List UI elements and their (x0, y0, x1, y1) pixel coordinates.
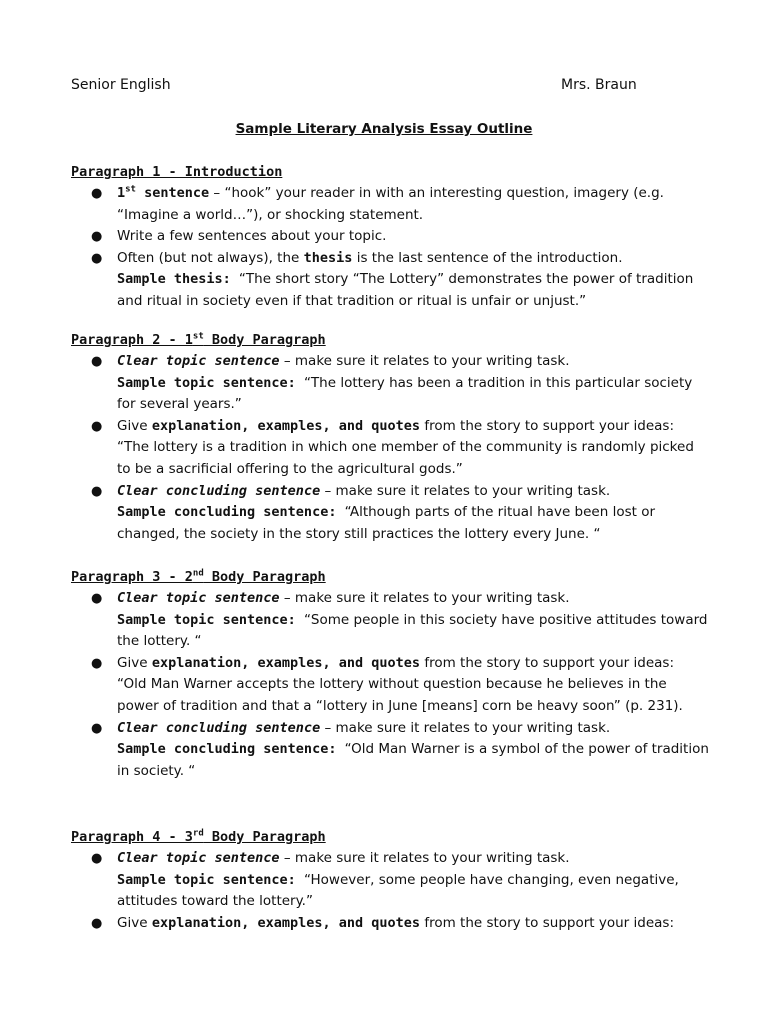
sample-label: Sample thesis: (117, 271, 239, 288)
list-item (71, 718, 711, 783)
bullet-icon: ● (91, 851, 103, 866)
list-item (71, 481, 711, 546)
item-text: is the last sentence of the introduction. (352, 249, 623, 266)
sample-label: Sample concluding sentence: (117, 741, 345, 758)
section-heading: Paragraph 4 - 3rd Body Paragraph (71, 828, 326, 845)
item-text: Give (117, 417, 152, 434)
section-paragraph-3 (71, 567, 711, 782)
example-quote: “Old Man Warner accepts the lottery without question because he believes in the power of tradition and that a “lottery in June [means] corn be heavy soon” (p. 231). (117, 676, 683, 714)
bold-label: Clear topic sentence (117, 850, 280, 866)
section-paragraph-4 (71, 827, 711, 934)
sample-topic-sentence (117, 373, 711, 416)
item-text: – “hook” your reader in with an interesting question, imagery (e.g. “Imagine a world…”), or shocking statement. (117, 185, 664, 223)
sample-text: “The short story “The Lottery” demonstrates the power of tradition and ritual in society even if that tradition or ritual is unfair or unjust.” (117, 271, 694, 309)
bullet-icon: ● (91, 483, 103, 499)
sample-text: “However, some people have changing, even negative, attitudes toward the lottery.” (117, 871, 679, 910)
list-item (71, 226, 711, 248)
sample-thesis (117, 269, 711, 312)
section-heading: Paragraph 1 - Introduction (71, 164, 283, 180)
bullet-list (71, 588, 711, 782)
bullet-list (71, 848, 711, 934)
section-heading: Paragraph 2 - 1st Body Paragraph (71, 331, 326, 348)
list-item (71, 653, 711, 718)
item-text: from the story to support your ideas: (420, 914, 674, 931)
item-text: from the story to support your ideas: (420, 654, 674, 671)
list-item (71, 248, 711, 313)
section-paragraph-2 (71, 330, 711, 545)
sample-text: “Old Man Warner is a symbol of the power of tradition in society. “ (117, 741, 709, 779)
bold-label: Clear concluding sentence (117, 719, 321, 736)
sample-topic-sentence (117, 870, 711, 913)
item-text: Write a few sentences about your topic. (117, 228, 387, 245)
sample-text: “Although parts of the ritual have been lost or changed, the society in the story still practices the lottery every June. “ (117, 504, 656, 542)
item-text: Give (117, 654, 152, 671)
list-item (71, 351, 711, 416)
item-text: from the story to support your ideas: (420, 417, 674, 434)
sample-label: Sample concluding sentence: (117, 504, 345, 521)
teacher-name: Mrs. Braun (561, 77, 637, 93)
bold-term: explanation, examples, and quotes (151, 654, 421, 671)
bullet-icon: ● (91, 250, 103, 266)
item-text: – make sure it relates to your writing task. (320, 719, 611, 736)
list-item (71, 848, 711, 913)
example-quote: “The lottery is a tradition in which one member of the community is randomly picked to be a sacrificial offering to the agricultural gods.” (117, 439, 694, 477)
bold-term: explanation, examples, and quotes (151, 914, 421, 931)
list-item (71, 913, 711, 935)
item-text: – make sure it relates to your writing task. (279, 590, 570, 606)
bullet-icon: ● (91, 655, 103, 671)
list-item (71, 416, 711, 481)
item-text: Often (but not always), the (117, 249, 304, 266)
bullet-icon: ● (91, 186, 103, 201)
section-paragraph-1 (71, 162, 711, 313)
list-item (71, 183, 711, 226)
bold-label: Clear concluding sentence (117, 482, 321, 499)
bullet-icon: ● (91, 354, 103, 369)
item-text: Give (117, 914, 152, 931)
course-name: Senior English (71, 77, 171, 93)
bold-label: Clear topic sentence (117, 353, 280, 369)
sample-label: Sample topic sentence: (117, 374, 304, 391)
item-text: – make sure it relates to your writing task. (279, 850, 570, 866)
bold-term: explanation, examples, and quotes (151, 417, 421, 434)
bullet-list (71, 183, 711, 313)
sample-label: Sample topic sentence: (117, 611, 304, 628)
bullet-icon: ● (91, 915, 103, 931)
bullet-icon: ● (91, 720, 103, 736)
bold-term: thesis (303, 249, 353, 266)
sample-text: “The lottery has been a tradition in this particular society for several years.” (117, 374, 693, 413)
sample-text: “Some people in this society have positive attitudes toward the lottery. “ (117, 611, 708, 650)
bullet-icon: ● (91, 229, 103, 245)
bold-label: 1st sentence (117, 184, 210, 201)
sample-concluding-sentence (117, 502, 711, 545)
list-item (71, 588, 711, 653)
item-text: – make sure it relates to your writing task. (279, 353, 570, 369)
bold-label: Clear topic sentence (117, 590, 280, 606)
bullet-icon: ● (91, 591, 103, 606)
section-heading: Paragraph 3 - 2nd Body Paragraph (71, 568, 326, 585)
sample-label: Sample topic sentence: (117, 871, 304, 888)
bullet-icon: ● (91, 418, 103, 434)
document-title: Sample Literary Analysis Essay Outline (235, 121, 533, 137)
sample-concluding-sentence (117, 739, 711, 782)
sample-topic-sentence (117, 610, 711, 653)
item-text: – make sure it relates to your writing task. (320, 482, 611, 499)
bullet-list (71, 351, 711, 545)
